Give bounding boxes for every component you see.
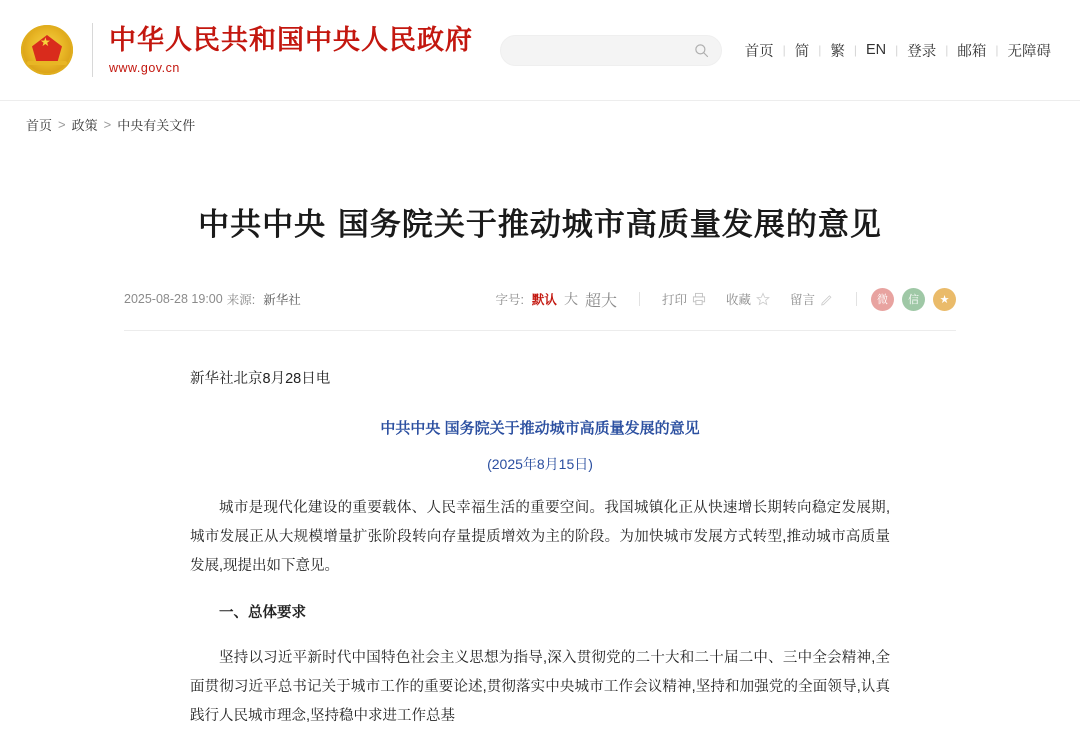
wechat-share-icon[interactable]: 信 bbox=[902, 288, 925, 311]
publish-datetime: 2025-08-28 19:00 bbox=[124, 292, 223, 306]
printer-icon bbox=[692, 292, 706, 306]
paragraph: 城市是现代化建设的重要载体、人民幸福生活的重要空间。我国城镇化正从快速增长期转向稳定发展期,城市发展正从大规模增量扩张阶段转向存量提质增效为主的阶段。为加快城市发展方式转型,推动城市高质量发展,现提出如下意见。 bbox=[190, 500, 890, 574]
comment-button[interactable] bbox=[790, 290, 834, 308]
site-header bbox=[0, 0, 1080, 100]
source-label: 来源: bbox=[226, 293, 256, 307]
brand-divider bbox=[92, 23, 93, 77]
fontsize-option-default[interactable]: 默认 bbox=[531, 293, 557, 307]
article bbox=[124, 199, 956, 331]
article-meta bbox=[124, 282, 956, 331]
favorite-label: 收藏 bbox=[725, 293, 751, 307]
nav-item-simplified[interactable]: 简 bbox=[794, 43, 810, 60]
nav-separator: | bbox=[853, 43, 857, 57]
nav-separator: | bbox=[818, 43, 822, 57]
nav-item-english[interactable]: EN bbox=[865, 42, 887, 58]
search-box[interactable] bbox=[500, 35, 722, 66]
favorite-button[interactable] bbox=[726, 290, 770, 308]
breadcrumb-item-current[interactable]: 中央有关文件 bbox=[117, 117, 196, 133]
meta-tools bbox=[495, 288, 871, 311]
qzone-share-icon[interactable]: ★ bbox=[933, 288, 956, 311]
fontsize-label: 字号: bbox=[495, 293, 524, 307]
breadcrumb-item-policy[interactable]: 政策 bbox=[71, 117, 98, 133]
meta-divider bbox=[856, 292, 857, 306]
nav-item-home[interactable]: 首页 bbox=[744, 43, 774, 60]
star-icon bbox=[756, 292, 770, 306]
section-heading: 一、总体要求 bbox=[219, 605, 306, 621]
article-body bbox=[190, 331, 890, 731]
comment-label: 留言 bbox=[789, 293, 815, 307]
weibo-share-icon[interactable]: 微 bbox=[871, 288, 894, 311]
share-group bbox=[871, 288, 956, 311]
site-title: 中华人民共和国中央人民政府 bbox=[109, 24, 473, 56]
nav-separator: | bbox=[895, 43, 899, 57]
brand-text bbox=[109, 25, 473, 75]
page-title: 中共中央 国务院关于推动城市高质量发展的意见 bbox=[198, 207, 882, 243]
nav-item-accessibility[interactable]: 无障碍 bbox=[1007, 43, 1051, 60]
meta-left bbox=[124, 290, 301, 308]
nav-separator: | bbox=[945, 43, 949, 57]
document-title: 中共中央 国务院关于推动城市高质量发展的意见 bbox=[380, 420, 700, 437]
fontsize-group bbox=[532, 288, 617, 311]
nav-item-traditional[interactable]: 繁 bbox=[830, 43, 845, 60]
breadcrumb-item-home[interactable]: 首页 bbox=[26, 117, 53, 133]
breadcrumb-separator: > bbox=[103, 116, 112, 132]
print-label: 打印 bbox=[661, 293, 687, 307]
pencil-icon bbox=[820, 292, 834, 306]
fontsize-option-extralarge[interactable]: 超大 bbox=[584, 292, 617, 310]
paragraph: 坚持以习近平新时代中国特色社会主义思想为指导,深入贯彻党的二十大和二十届二中、三中全会精神,全面贯彻习近平总书记关于城市工作的重要论述,贯彻落实中央城市工作会议精神,坚持和加强党的全面领导,认真践行人民城市理念,坚持稳中求进工作总基 bbox=[190, 650, 890, 724]
nav-item-login[interactable]: 登录 bbox=[907, 43, 937, 60]
breadcrumb bbox=[0, 100, 1080, 147]
nav-item-mail[interactable]: 邮箱 bbox=[957, 43, 987, 60]
site-domain: www.gov.cn bbox=[109, 61, 180, 76]
document-date: (2025年8月15日) bbox=[487, 456, 593, 472]
nav-separator: | bbox=[995, 43, 999, 57]
breadcrumb-separator: > bbox=[58, 116, 66, 132]
dateline: 新华社北京8月28日电 bbox=[190, 371, 331, 387]
fontsize-option-large[interactable]: 大 bbox=[563, 291, 578, 307]
meta-divider bbox=[639, 292, 640, 306]
top-nav bbox=[736, 40, 1060, 61]
search-icon[interactable] bbox=[694, 43, 709, 58]
national-emblem-icon: ★ bbox=[18, 21, 76, 79]
header-right bbox=[500, 35, 1060, 66]
search-input[interactable] bbox=[513, 42, 694, 58]
source-value: 新华社 bbox=[263, 293, 301, 307]
nav-separator: | bbox=[782, 43, 786, 57]
print-button[interactable] bbox=[662, 290, 706, 308]
